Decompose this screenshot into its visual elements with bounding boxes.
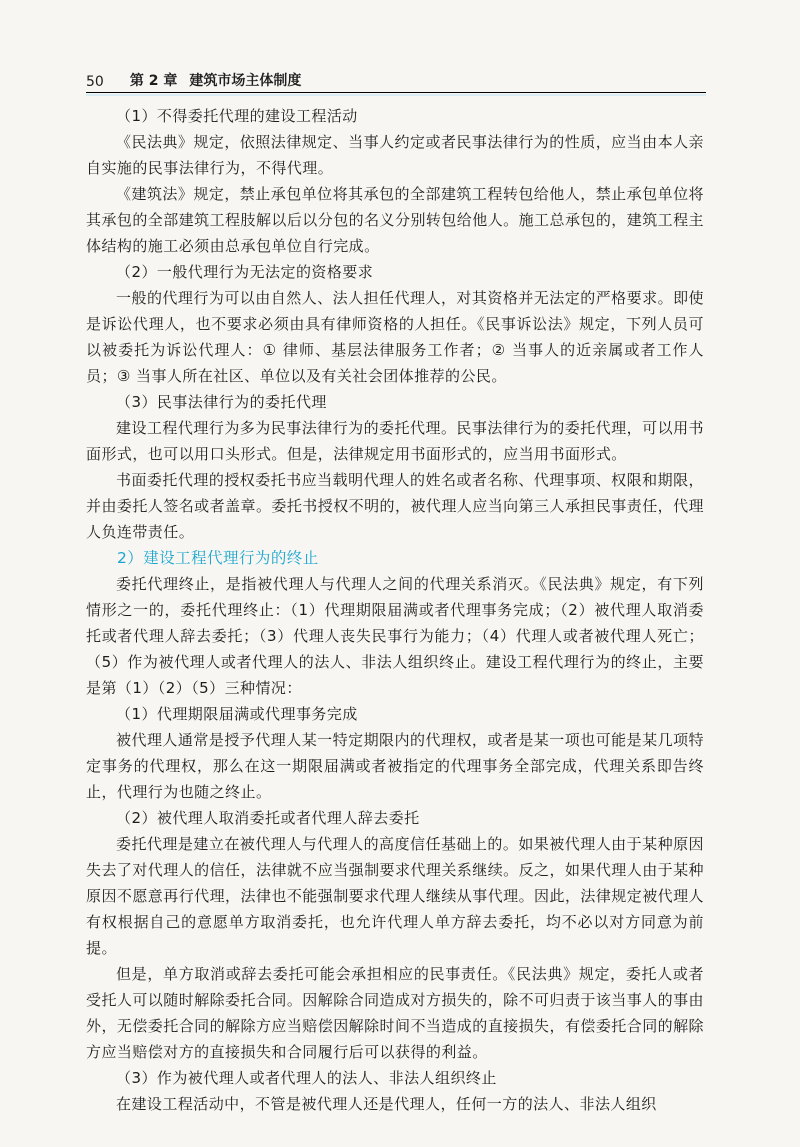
- paragraph: 被代理人通常是授予代理人某一特定期限内的代理权，或者是某一项也可能是某几项特定事务的代理权，那么在这一期限届满或者被指定的代理事务全部完成，代理关系即告终止，代理行为也随之终止。: [86, 731, 704, 801]
- header-rule: [86, 92, 706, 93]
- page-body: [86, 103, 704, 1117]
- chapter-title: 建筑市场主体制度: [189, 73, 302, 89]
- paragraph: 在建设工程活动中，不管是被代理人还是代理人，任何一方的法人、非法人组织: [116, 1095, 657, 1113]
- page-number: 50: [86, 74, 104, 90]
- paragraph: 《民法典》规定，依照法律规定、当事人约定或者民事法律行为的性质，应当由本人亲自实施的民事法律行为，不得代理。: [86, 133, 704, 177]
- subheading: （1）代理期限届满或代理事务完成: [116, 705, 358, 723]
- paragraph: 一般的代理行为可以由自然人、法人担任代理人，对其资格并无法定的严格要求。即使是诉讼代理人，也不要求必须由具有律师资格的人担任。《民事诉讼法》规定，下列人员可以被委托为诉讼代理人：① 律师、基层法律服务工作者；② 当事人的近亲属或者工作人员；③ 当事人所在社区、单位以及有关社会团体推荐的公民。: [86, 289, 704, 385]
- subheading: （1）不得委托代理的建设工程活动: [116, 107, 358, 125]
- paragraph: 委托代理终止，是指被代理人与代理人之间的代理关系消灭。《民法典》规定，有下列情形之一的，委托代理终止：（1）代理期限届满或者代理事务完成；（2）被代理人取消委托或者代理人辞去委托；（3）代理人丧失民事行为能力；（4）代理人或者被代理人死亡；（5）作为被代理人或者代理人的法人、非法人组织终止。建设工程代理行为的终止，主要是第（1）（2）（5）三种情况：: [86, 575, 704, 697]
- subheading: （2）一般代理行为无法定的资格要求: [116, 263, 374, 281]
- subheading: （2）被代理人取消委托或者代理人辞去委托: [116, 809, 420, 827]
- header-rule-accent: [86, 94, 706, 96]
- paragraph: 书面委托代理的授权委托书应当载明代理人的姓名或者名称、代理事项、权限和期限，并由委托人签名或者盖章。委托书授权不明的，被代理人应当向第三人承担民事责任，代理人负连带责任。: [86, 471, 705, 541]
- subheading: （3）作为被代理人或者代理人的法人、非法人组织终止: [116, 1069, 497, 1087]
- chapter-number: 第 2 章: [129, 73, 178, 89]
- section-heading: 2）建设工程代理行为的终止: [117, 549, 319, 567]
- paragraph: 委托代理是建立在被代理人与代理人的高度信任基础上的。如果被代理人由于某种原因失去了对代理人的信任，法律就不应当强制要求代理关系继续。反之，如果代理人由于某种原因不愿意再行代理，法律也不能强制要求代理人继续从事代理。因此，法律规定被代理人有权根据自己的意愿单方取消委托，也允许代理人单方辞去委托，均不必以对方同意为前提。: [86, 835, 705, 957]
- paragraph: 但是，单方取消或辞去委托可能会承担相应的民事责任。《民法典》规定，委托人或者受托人可以随时解除委托合同。因解除合同造成对方损失的，除不可归责于该当事人的事由外，无偿委托合同的解除方应当赔偿因解除时间不当造成的直接损失，有偿委托合同的解除方应当赔偿对方的直接损失和合同履行后可以获得的利益。: [86, 965, 705, 1061]
- subheading: （3）民事法律行为的委托代理: [116, 393, 327, 411]
- paragraph: 《建筑法》规定，禁止承包单位将其承包的全部建筑工程转包给他人，禁止承包单位将其承包的全部建筑工程肢解以后以分包的名义分别转包给他人。施工总承包的，建筑工程主体结构的施工必须由总承包单位自行完成。: [86, 185, 705, 255]
- paragraph: 建设工程代理行为多为民事法律行为的委托代理。民事法律行为的委托代理，可以用书面形式，也可以用口头形式。但是，法律规定用书面形式的，应当用书面形式。: [86, 419, 704, 463]
- running-header: [86, 68, 301, 90]
